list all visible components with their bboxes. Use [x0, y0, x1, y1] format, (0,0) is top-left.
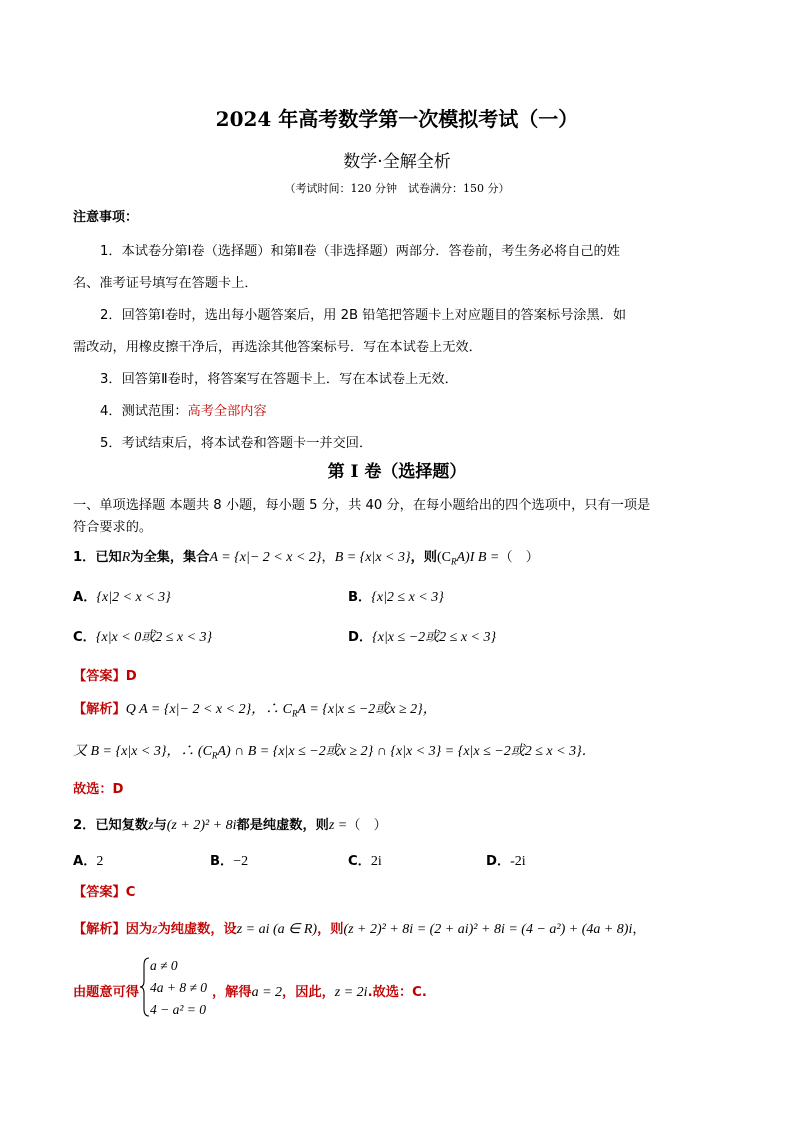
- notice-item-1-line-1: 1．本试卷分第Ⅰ卷（选择题）和第Ⅱ卷（非选择题）两部分．答卷前，考生务必将自己的姓: [100, 244, 620, 259]
- section-intro-line-2: 符合要求的。: [73, 520, 153, 535]
- q1-expr: (C: [436, 550, 451, 565]
- q1-analysis-1-tail: A = {x|x ≤ −2或x ≥ 2}，: [297, 702, 437, 717]
- system-brace: [140, 957, 150, 1017]
- page-title: 2024 年高考数学第一次模拟考试（一）: [215, 107, 579, 131]
- q2-option-d-text: -2i: [510, 854, 526, 869]
- q2-option-c-text: 2i: [370, 854, 382, 869]
- q2-analysis-label: 【解析】: [73, 922, 126, 937]
- q1-blank: （ ）: [499, 550, 539, 565]
- q1-analysis-2-tail: A) ∩ B = {x|x ≤ −2或x ≥ 2} ∩ {x|x < 3} = {x|x ≤ −2或2 ≤ x < 3}．: [217, 744, 596, 759]
- q2-option-a: [73, 850, 103, 870]
- q2-option-a-label: A．: [73, 854, 97, 869]
- q2-option-d: [486, 850, 526, 870]
- q1-stem-b: 为全集，集合: [130, 550, 210, 565]
- q1-set-A: A = {x|− 2 < x < 2}: [209, 550, 322, 565]
- notice-item-3: 3．回答第Ⅱ卷时，将答案写在答题卡上．写在本试卷上无效．: [100, 372, 458, 387]
- q1-analysis-2: 又 B = {x|x < 3}，∴ (C: [73, 744, 212, 759]
- q2-option-c-label: C．: [348, 854, 371, 869]
- q1-stem-c: ，: [321, 550, 335, 565]
- q1-choose: 故选：D: [73, 782, 124, 797]
- q1-option-a: [73, 586, 171, 606]
- q2-option-d-label: D．: [486, 854, 511, 869]
- q2-option-c: [348, 850, 382, 870]
- q2-option-b: [210, 850, 248, 870]
- question-2-stem: [73, 814, 387, 834]
- q2-stem-b: 与: [153, 818, 167, 833]
- q2-analysis-2-expr2: z = 2i: [334, 985, 368, 1000]
- q2-analysis-2d: .故选：C.: [367, 985, 427, 1000]
- q2-analysis-1b: 为纯虚数，设: [157, 922, 237, 937]
- q1-option-d: [348, 626, 496, 646]
- q1-option-c-label: C．: [73, 630, 96, 645]
- q1-option-b: [348, 586, 444, 606]
- q2-analysis-1-expr: z = ai (a ∈ R): [236, 922, 318, 937]
- q2-analysis-1a: 因为: [125, 922, 153, 937]
- notice-item-5: 5．考试结束后，将本试卷和答题卡一并交回．: [100, 436, 373, 451]
- q1-answer: 【答案】D: [73, 669, 137, 684]
- q1-stem-R: R: [121, 550, 131, 565]
- q2-analysis-1-expr2: (z + 2)² + 8i = (2 + ai)² + 8i = (4 − a²) + (4a + 8)i: [343, 922, 633, 937]
- question-1-stem: [73, 546, 539, 567]
- q1-option-b-text: {x|2 ≤ x < 3}: [371, 590, 444, 605]
- q1-expr-tail: A)I B =: [456, 550, 500, 565]
- q2-analysis-line-1: [73, 918, 646, 938]
- q1-option-a-label: A．: [73, 590, 97, 605]
- notice-item-2-line-1: 2．回答第Ⅰ卷时，选出每小题答案后，用 2B 铅笔把答题卡上对应题目的答案标号涂黑．如: [100, 308, 627, 323]
- notice-item-2-line-2: 需改动，用橡皮擦干净后，再选涂其他答案标号．写在本试卷上无效．: [73, 340, 482, 355]
- q1-option-c: [73, 626, 212, 646]
- q2-analysis-2c: ，因此，: [282, 985, 335, 1000]
- q2-stem-z: z: [148, 818, 154, 833]
- q1-stem-a: 1．已知: [73, 550, 122, 565]
- notice-item-1-line-2: 名、准考证号填写在答题卡上．: [73, 276, 258, 291]
- q1-stem-d: ，则: [410, 550, 437, 565]
- q2-blank: （ ）: [347, 818, 387, 833]
- q2-analysis-1z: z: [152, 922, 158, 937]
- q2-option-a-text: 2: [96, 854, 104, 869]
- q2-answer: 【答案】C: [73, 885, 136, 900]
- page-subtitle: 数学·全解全析: [343, 152, 451, 172]
- notice-item-4: [100, 400, 267, 419]
- q2-option-b-label: B．: [210, 854, 234, 869]
- q1-analysis-1-sub: R: [292, 708, 298, 719]
- notice-item-4-prefix: 4．测试范围：: [100, 404, 188, 419]
- exam-info: （考试时间：120 分钟 试卷满分：150 分）: [284, 182, 510, 195]
- q2-analysis-1c: ，则: [317, 922, 344, 937]
- q2-option-b-text: −2: [233, 854, 249, 869]
- q1-set-B: B = {x|x < 3}: [334, 550, 411, 565]
- notice-heading: 注意事项：: [73, 210, 139, 225]
- q2-analysis-2-expr: a = 2: [251, 985, 283, 1000]
- q1-option-b-label: B．: [348, 590, 372, 605]
- q2-analysis-2b: ，解得: [212, 985, 252, 1000]
- q1-option-d-text: {x|x ≤ −2或2 ≤ x < 3}: [372, 630, 497, 645]
- section-title: 第 I 卷（选择题）: [327, 462, 467, 482]
- q2-expr2: z =: [328, 818, 348, 833]
- q1-option-d-label: D．: [348, 630, 373, 645]
- system-line-2: 4a + 8 ≠ 0: [150, 980, 208, 995]
- q1-option-c-text: {x|x < 0或2 ≤ x < 3}: [95, 630, 213, 645]
- q1-analysis-line-2: [73, 740, 596, 761]
- q1-expr-sub: R: [450, 556, 457, 567]
- q2-analysis-1d: ，: [632, 922, 646, 937]
- q1-option-a-text: {x|2 < x < 3}: [96, 590, 171, 605]
- test-scope: 高考全部内容: [187, 404, 267, 419]
- q1-analysis-1: Q A = {x|− 2 < x < 2}，∴ C: [125, 702, 293, 717]
- q2-stem-a: 2．已知复数: [73, 818, 149, 833]
- q2-expr: (z + 2)² + 8i: [166, 818, 237, 833]
- system-line-1: a ≠ 0: [150, 958, 178, 973]
- q2-stem-c: 都是纯虚数，则: [236, 818, 329, 833]
- q1-analysis-label: 【解析】: [73, 702, 126, 717]
- q2-analysis-line-2: [212, 981, 427, 1001]
- section-intro-line-1: 一、单项选择题 本题共 8 小题，每小题 5 分，共 40 分，在每小题给出的四个选项中，只有一项是: [73, 498, 651, 513]
- q2-analysis-2a: 由题意可得: [73, 985, 139, 1000]
- system-line-3: 4 − a² = 0: [150, 1002, 207, 1017]
- q1-analysis-2-sub: R: [211, 750, 218, 761]
- q1-analysis-line-1: [73, 698, 437, 719]
